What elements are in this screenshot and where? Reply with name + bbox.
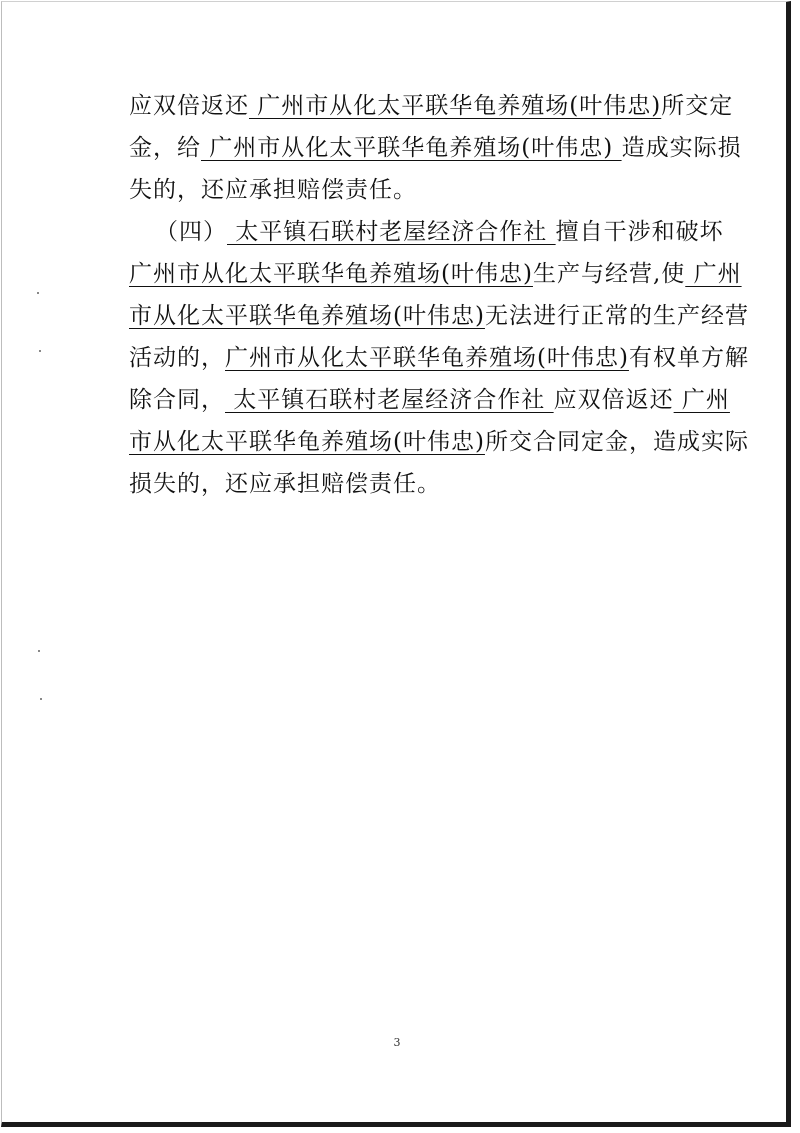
text: 生产与经营,使 [532, 261, 686, 287]
text-line-5 [129, 256, 742, 292]
text-line-10 [129, 466, 689, 502]
text-line-4 [155, 214, 724, 250]
scan-speck [39, 350, 41, 352]
text: 应双倍返还 [553, 387, 674, 413]
scan-speck [38, 650, 40, 652]
underlined-field: 广州 [673, 387, 730, 413]
underlined-field: 市从化太平联华龟养殖场(叶伟忠) [129, 303, 485, 329]
text: 活动的， [129, 345, 225, 371]
underlined-field: 太平镇石联村老屋经济合作社 [225, 387, 554, 413]
text-line-2 [129, 130, 742, 166]
text: 擅自干涉和破坏 [555, 219, 724, 245]
underlined-field: 广州市从化太平联华龟养殖场(叶伟忠) [225, 345, 629, 371]
text: 金，给 [129, 135, 201, 161]
text: 所交定 [661, 93, 734, 119]
document-page [1, 1, 791, 1127]
text: 损失的，还应承担赔偿责任。 [129, 471, 441, 497]
text: 除合同， [129, 387, 225, 413]
text: （四） [155, 219, 227, 245]
underlined-field: 广州 [685, 261, 742, 287]
underlined-field: 太平镇石联村老屋经济合作社 [227, 219, 556, 245]
text-line-1 [129, 88, 734, 124]
underlined-field: 广州市从化太平联华龟养殖场(叶伟忠) [129, 261, 533, 287]
scan-speck [37, 292, 39, 294]
text: 所交合同定金，造成实际 [484, 429, 749, 455]
underlined-field: 广州市从化太平联华龟养殖场(叶伟忠) [201, 135, 622, 161]
text: 有权单方解 [628, 345, 749, 371]
underlined-field: 市从化太平联华龟养殖场(叶伟忠) [129, 429, 485, 455]
text: 应双倍返还 [129, 93, 249, 119]
text-line-7 [129, 340, 749, 376]
page-number: 3 [393, 1036, 401, 1049]
text: 无法进行正常的生产经营 [484, 303, 749, 329]
text-line-9 [129, 424, 749, 460]
underlined-field: 广州市从化太平联华龟养殖场(叶伟忠) [249, 93, 662, 119]
text-line-6 [129, 298, 749, 334]
text: 造成实际损 [621, 135, 742, 161]
text-line-3 [129, 172, 689, 208]
text: 失的，还应承担赔偿责任。 [129, 177, 417, 203]
text-line-8 [129, 382, 730, 418]
scan-speck [40, 698, 42, 700]
